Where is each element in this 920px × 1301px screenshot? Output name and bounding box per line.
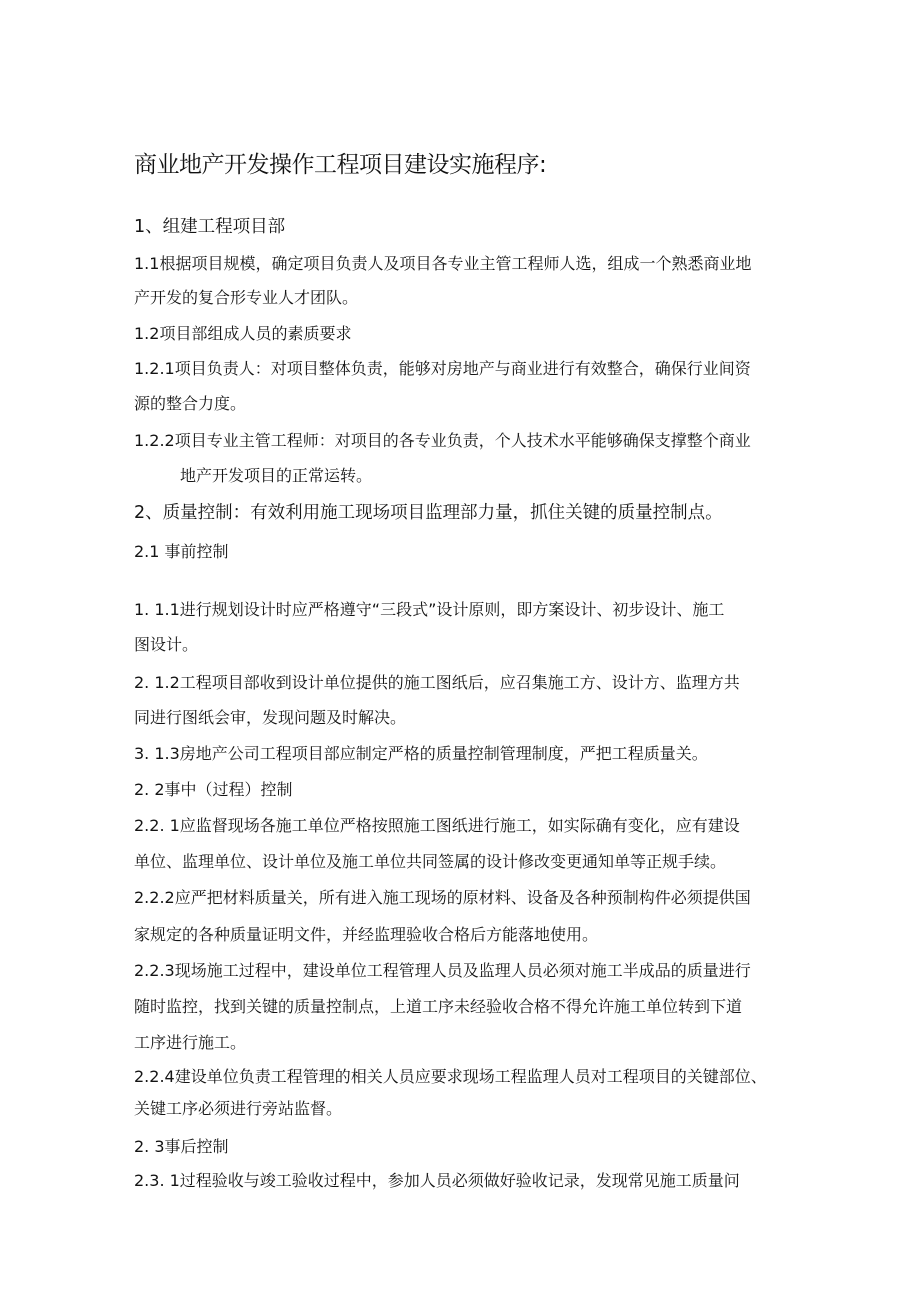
paragraph-line: 产开发的复合形专业人才团队。 <box>134 288 359 307</box>
subsection-heading: 2. 2事中（过程）控制 <box>134 780 293 799</box>
paragraph-line: 2.2.4建设单位负责工程管理的相关人员应要求现场工程监理人员对工程项目的关键部位、 <box>134 1067 767 1086</box>
paragraph-line: 2.2. 1应监督现场各施工单位严格按照施工图纸进行施工，如实际确有变化，应有建设 <box>134 816 740 835</box>
section-heading-1: 1、组建工程项目部 <box>134 217 286 237</box>
paragraph-line: 单位、监理单位、设计单位及施工单位共同签属的设计修改变更通知单等正规手续。 <box>134 852 727 871</box>
paragraph-line: 2.2.2应严把材料质量关，所有进入施工现场的原材料、设备及各种预制构件必须提供国 <box>134 888 751 907</box>
paragraph-line: 1.1根据项目规模，确定项目负责人及项目各专业主管工程师人选，组成一个熟悉商业地 <box>134 254 752 273</box>
paragraph-line: 1.2.2项目专业主管工程师：对项目的各专业负责，个人技术水平能够确保支撑整个商业 <box>134 431 751 450</box>
paragraph-line: 1. 1.1进行规划设计时应严格遵守“三段式”设计原则，即方案设计、初步设计、施工 <box>134 600 725 619</box>
paragraph-line: 关键工序必须进行旁站监督。 <box>134 1099 343 1118</box>
paragraph-line: 源的整合力度。 <box>134 394 247 413</box>
subsection-heading: 2. 3事后控制 <box>134 1137 229 1156</box>
paragraph-line: 3. 1.3房地产公司工程项目部应制定严格的质量控制管理制度，严把工程质量关。 <box>134 744 708 763</box>
subsection-heading: 2.1 事前控制 <box>134 542 229 561</box>
paragraph-line: 家规定的各种质量证明文件，并经监理验收合格后方能落地使用。 <box>134 925 599 944</box>
paragraph-line: 随时监控，找到关键的质量控制点，上道工序未经验收合格不得允许施工单位转到下道 <box>134 997 743 1016</box>
paragraph-line: 图设计。 <box>134 635 199 654</box>
paragraph-line: 2.3. 1过程验收与竣工验收过程中，参加人员必须做好验收记录，发现常见施工质量问 <box>134 1171 740 1190</box>
paragraph-line: 同进行图纸会审，发现问题及时解决。 <box>134 708 407 727</box>
paragraph-line: 工序进行施工。 <box>134 1033 247 1052</box>
subsection-heading: 1.2项目部组成人员的素质要求 <box>134 324 352 343</box>
paragraph-line: 地产开发项目的正常运转。 <box>180 466 373 485</box>
paragraph-line: 1.2.1项目负责人：对项目整体负责，能够对房地产与商业进行有效整合，确保行业间资 <box>134 359 751 378</box>
paragraph-line: 2. 1.2工程项目部收到设计单位提供的施工图纸后，应召集施工方、设计方、监理方共 <box>134 673 740 692</box>
paragraph-line: 2.2.3现场施工过程中，建设单位工程管理人员及监理人员必须对施工半成品的质量进行 <box>134 961 751 980</box>
document-title: 商业地产开发操作工程项目建设实施程序: <box>134 152 547 178</box>
section-heading-2: 2、质量控制：有效利用施工现场项目监理部力量，抓住关键的质量控制点。 <box>134 503 723 523</box>
